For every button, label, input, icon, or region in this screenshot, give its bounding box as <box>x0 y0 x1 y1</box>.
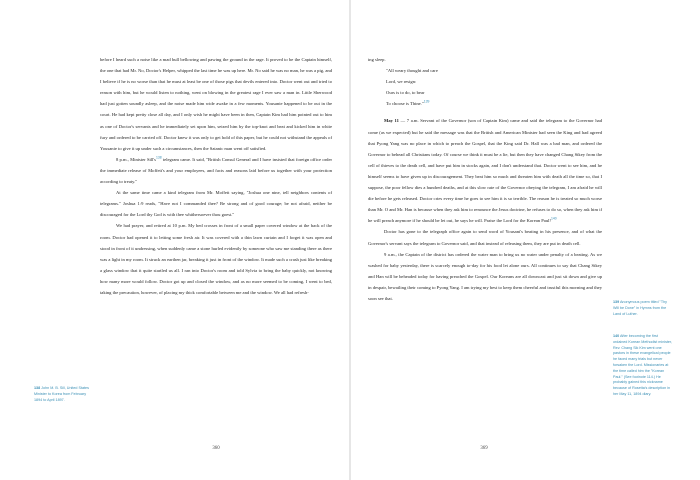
paragraph: We had prayer, and retired at 10 p.m. My bed crosses in front of a small paper covered window at the back of the room. Doctor had opened it to letting some fresh air. It was covered with a thin lawn curtain and I forget it was open and stood in front of it undressing, when suddenly came a stone hurled evidently by someone who saw me standing there as there was a light in my room. It struck an earthen jar, breaking it just in front of the window. It made such a crash just like breaking a glass window that it quite startled us all. I ran into Doctor's room and told Sylvia to bring the baby quickly, not knowing how many more would follow. Doctor got up and closed the window, and as no more seemed to be coming, I went to bed, taking the precaution, however, of placing my thick comfortable between me and the window. We all had refresh- <box>100 223 332 295</box>
paragraph: Doctor has gone to the telegraph office again to send word of Yousani's beating in his presence, and of what the Governor's servant says the telegram to Governor said, and that instead of releasing them, they are put in death cell. <box>368 229 602 246</box>
margin-note-number: 140 <box>613 334 620 338</box>
poem-line: "All weary thought and care <box>386 68 438 74</box>
paragraph <box>100 154 332 187</box>
margin-note <box>34 386 92 403</box>
paragraph <box>368 115 602 226</box>
page-number: 360 <box>212 446 220 451</box>
margin-note-number: 138 <box>34 386 41 390</box>
left-page <box>0 0 349 480</box>
paragraph: ing sleep. <box>368 57 386 62</box>
poem-line: Ours is to do, to bear <box>386 90 425 96</box>
date-heading: May 11 <box>384 118 399 124</box>
poem-line <box>386 98 602 109</box>
margin-note-text: After becoming the first ordained Korean Methodist minister, Rev. Chang Sik Kim went one pastors in these evangelical people he faced many trials but never forsaken the Lord. Missionaries at the time called him the "Korean Paul." (See footnote 114.) He probably gained this nickname because of Rosetta's description in her May 11, 1894 diary. <box>613 334 673 396</box>
margin-note-number: 139 <box>613 300 620 304</box>
margin-note <box>613 300 673 317</box>
right-page <box>351 0 700 480</box>
poem-line-text: To choose is Thine." <box>386 101 424 107</box>
poem-line: Lord, we resign: <box>386 79 417 85</box>
paragraph: 9 a.m., the Captain of the district has ordered the water man to bring us no water under penalty of a beating. As we washed for baby yesterday, there is scarcely enough to-day for his food let alone ours. All continues to say that Chang Sikey and Han will be beheaded today for having preached the Gospel. Our Koreans are all downcast and just sit down and give up in despair, bewailing their coming to Pyong Yang. I am trying my best to keep them cheerful and trustful this morning and they soon see that. <box>368 251 602 301</box>
paragraph-text: — 7 a.m. Servant of the Governor (son of Captain Kim) came and said the telegram to the Governor had come (as we expected) but he said the message was that the British and American Minister had seen the King and had agreed that Pyong Yang was no place in which to preach the Gospel, that the King said Dr. Hall was a bad man, and ordered the Governor to behead all Christians today. Of course we think it must be a lie, but then they have changed Chang Sikey from the cell of thieves to the death cell, and have put him in stocks again, and I don't understand that. Doctor went to see him, and he himself seems to have given up in discouragement. They beat him so much and threaten him with death all the time so, that I suppose, the poor fellow dies a hundred deaths, and at this slow rate of the Governor obeying the telegram, I am afraid he will die before he gets released. Doctor cries every time he goes to see him it is so terrible. The reason he is treated so much worse than Mr. O and Mr. Han is because when they ask him to renounce the Jesus doctrine, he refuses to do so, when they ask him if he will preach anymore if he should be let out, he says he will. Praise the Lord for the Korean Paul! <box>368 118 602 224</box>
right-text-column <box>368 54 602 304</box>
margin-note-text: John M. B. Sill, United States Minister to Korea from February 1894 to April 1897. <box>34 386 89 402</box>
footnote-ref[interactable]: 140 <box>550 216 557 221</box>
paragraph: At the same time came a kind telegram from Mr. Moffett saying, "Joshua one nine, tell neighbors contents of telegrams." Joshua 1:9 reads, "Have not I commanded thee? Be strong and of good courage; be not afraid, neither be discouraged for the Lord thy God is with thee whithersoever thou goest." <box>100 190 332 218</box>
poem <box>368 65 602 109</box>
page-number: 369 <box>480 446 488 451</box>
margin-note <box>613 334 673 398</box>
footnote-ref[interactable]: 139 <box>423 99 430 104</box>
paragraph-text: 8 p.m., Minister Sill's <box>116 156 156 162</box>
footnote-ref[interactable]: 138 <box>155 155 162 160</box>
left-text-column <box>100 54 332 298</box>
paragraph: before I heard such a noise like a mad bull bellowing and pawing the ground in the rage. It proved to be the Captain himself, the one that had Mr. No, Doctor's Helper, whipped the last time he was up here. Mr. No said he was no man, he was a pig, and I believe if he is no worse than that he must at least be one of those pigs that devils entered into. Doctor went out and tried to reason with him, but he would listen to nothing, went on blowing in the greatest rage I ever saw a man in. Little Sherwood had just gotten soundly asleep, and the noise made him wide awake in a few moments. Yousanie happened to be out in the court. He had kept pretty close all day, and I only wish he might have been in then, Captain Kim had him pointed out to him as one of Doctor's servants and he immediately set upon him, seized him by the top-knot and beat and kicked him in white fury and ordered to be carried off. Doctor knew it was only to get hold of this paper, but he could not withstand the appeals of Yousanie to give it up under such a circumstances, then the Satanic man went off satisfied. <box>100 57 332 151</box>
paragraph-text: telegram came. It said, "British Consul General and I have insisted that foreign office order the immediate release of Moffett's and your employees, and facts and reasons laid before us together with your protection according to treaty." <box>100 156 333 185</box>
margin-note-text: Anonymous poem titled "Thy Will be Done" in Hymns from the Land of Luther. <box>613 300 667 316</box>
